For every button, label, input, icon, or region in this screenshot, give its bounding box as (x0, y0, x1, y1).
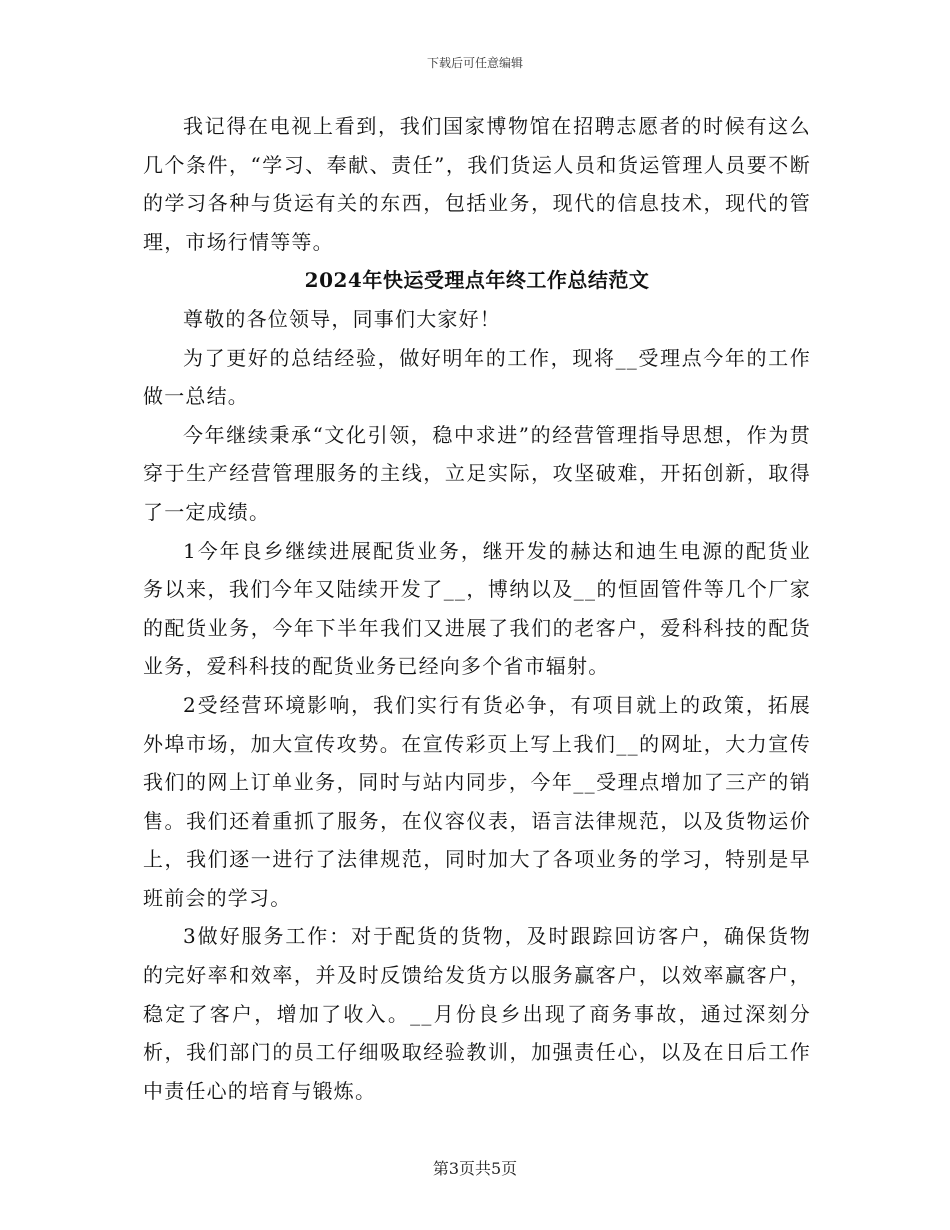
paragraph-greeting: 尊敬的各位领导，同事们大家好！ (183, 306, 501, 331)
document-body (143, 107, 811, 1110)
paragraph-item-2: 2受经营环境影响，我们实行有货必争，有项目就上的政策，拓展外埠市场，加大宣传攻势。在宣传彩页上写上我们__的网址，大力宣传我们的网上订单业务，同时与站内同步，今年__受理点增加了三产的销售。我们还着重抓了服务，在仪容仪表，语言法律规范，以及货物运价上，我们逐一进行了法律规范，同时加大了各项业务的学习，特别是早班前会的学习。 (143, 692, 811, 910)
paragraph-item-1: 1今年良乡继续进展配货业务，继开发的赫达和迪生电源的配货业务以来，我们今年又陆续开发了__，博纳以及__的恒固管件等几个厂家的配货业务，今年下半年我们又进展了我们的老客户，爱科科技的配货业务，爱科科技的配货业务已经向多个省市辐射。 (143, 538, 811, 679)
paragraph-intro: 我记得在电视上看到，我们国家博物馆在招聘志愿者的时候有这么几个条件，“学习、奉献、责任”，我们货运人员和货运管理人员要不断的学习各种与货运有关的东西，包括业务，现代的信息技术，现代的管理，市场行情等等。 (143, 114, 811, 254)
paragraph-item-3: 3做好服务工作：对于配货的货物，及时跟踪回访客户，确保货物的完好率和效率，并及时反馈给发货方以服务赢客户，以效率赢客户，稳定了客户，增加了收入。__月份良乡出现了商务事故，通过深刻分析，我们部门的员工仔细吸取经验教训，加强责任心，以及在日后工作中责任心的培育与锻炼。 (143, 924, 811, 1103)
page-number: 第3页共5页 (432, 1159, 518, 1178)
page-header: 下载后可任意编辑 (426, 56, 523, 70)
paragraph-guiding-thought: 今年继续秉承“文化引领，稳中求进”的经营管理指导思想，作为贯穿于生产经营管理服务的主线，立足实际，攻坚破难，开拓创新，取得了一定成绩。 (143, 422, 811, 524)
paragraph-purpose: 为了更好的总结经验，做好明年的工作，现将__受理点今年的工作做一总结。 (143, 345, 811, 409)
document-title: 2024年快运受理点年终工作总结范文 (304, 268, 650, 293)
